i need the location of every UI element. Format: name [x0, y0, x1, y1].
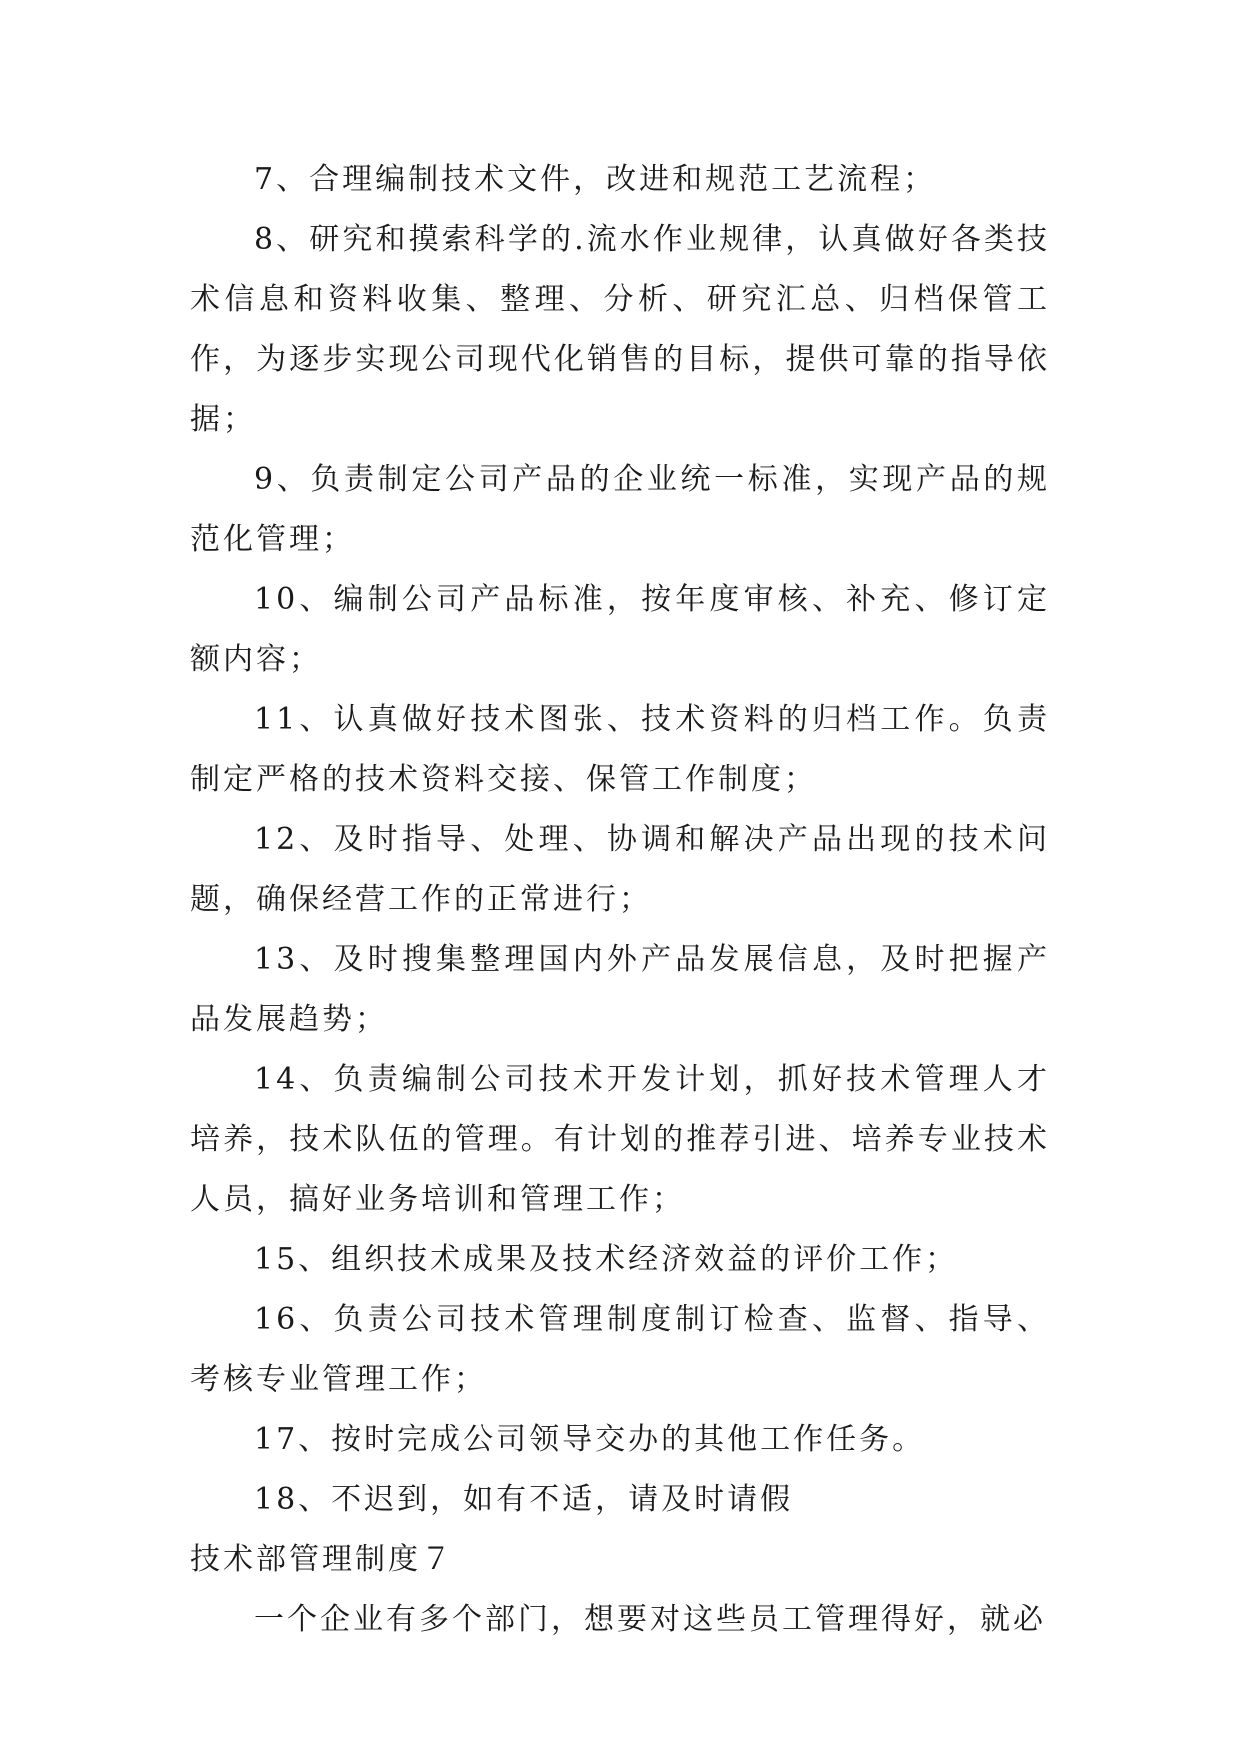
paragraph-item-9: 9、负责制定公司产品的企业统一标准，实现产品的规范化管理； [190, 462, 1050, 557]
paragraph-item-8: 8、研究和摸索科学的.流水作业规律，认真做好各类技术信息和资料收集、整理、分析、研究汇总、归档保管工作，为逐步实现公司现代化销售的目标，提供可靠的指导依据； [190, 222, 1050, 437]
paragraph-item-11: 11、认真做好技术图张、技术资料的归档工作。负责制定严格的技术资料交接、保管工作制度； [190, 702, 1050, 797]
paragraph-item-18: 18、不迟到，如有不适，请及时请假 [254, 1482, 794, 1517]
paragraph-item-14: 14、负责编制公司技术开发计划，抓好技术管理人才培养，技术队伍的管理。有计划的推荐引进、培养专业技术人员，搞好业务培训和管理工作； [190, 1062, 1050, 1217]
paragraph-item-10: 10、编制公司产品标准，按年度审核、补充、修订定额内容； [190, 582, 1050, 677]
document-body [190, 150, 1050, 1650]
paragraph-item-16: 16、负责公司技术管理制度制订检查、监督、指导、考核专业管理工作； [190, 1302, 1050, 1397]
intro-paragraph: 一个企业有多个部门，想要对这些员工管理得好，就必 [254, 1602, 1046, 1637]
section-heading: 技术部管理制度７ [190, 1542, 454, 1577]
paragraph-item-17: 17、按时完成公司领导交办的其他工作任务。 [254, 1422, 926, 1457]
paragraph-item-12: 12、及时指导、处理、协调和解决产品出现的技术问题，确保经营工作的正常进行； [190, 822, 1050, 917]
paragraph-item-7: 7、合理编制技术文件，改进和规范工艺流程； [254, 162, 937, 197]
paragraph-item-13: 13、及时搜集整理国内外产品发展信息，及时把握产品发展趋势； [190, 942, 1050, 1037]
paragraph-item-15: 15、组织技术成果及技术经济效益的评价工作； [254, 1242, 959, 1277]
